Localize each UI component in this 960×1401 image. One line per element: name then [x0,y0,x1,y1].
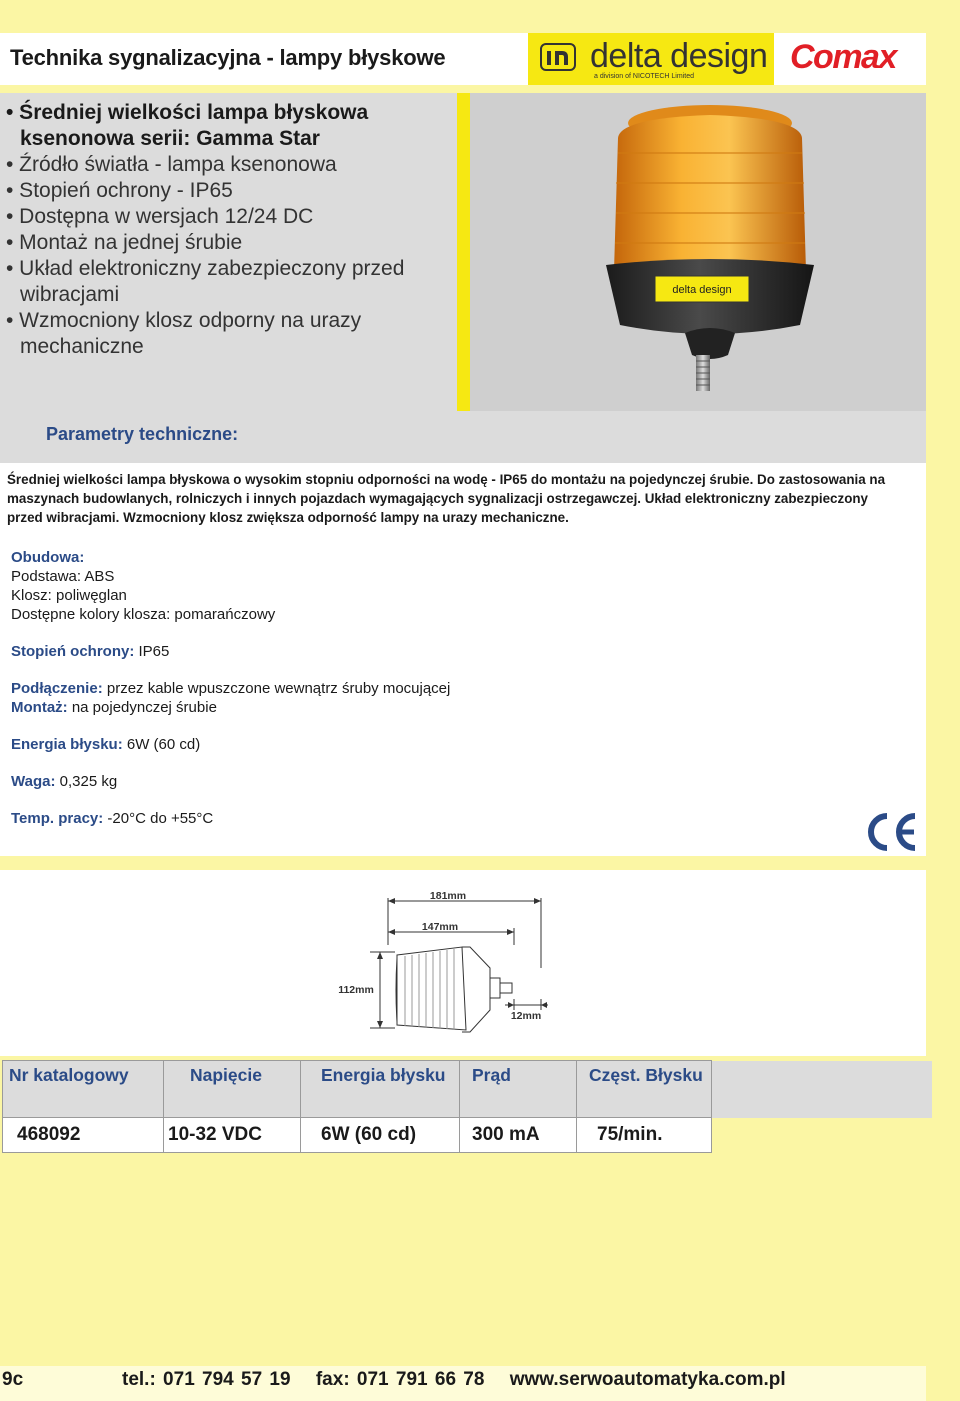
footer-contact [122,1369,804,1391]
dimension-height: 112mm [338,984,374,996]
footer-website-link[interactable]: www.serwoautomatyka.com.pl [509,1369,786,1390]
delta-design-logo-text: delta design [590,37,768,75]
table-header-row [3,1061,932,1118]
dimension-lens-width: 147mm [421,921,459,933]
description-text: Średniej wielkości lampa błyskowa o wysokim stopniu odporności na wodę - IP65 do montażu na pojedynczej śrubie. Do zastosowania na maszynach budowlanych, rolniczych i innych pojazdach wymagających sygnalizacji ostrzegawczej. Układ elektroniczny zabezpieczony przed wibracjami. Wzmocniony klosz zwiększa odporność lampy na urazy mechaniczne. [7,472,886,525]
table-cell-current: 300 mA [460,1118,577,1153]
spec-temperature-label: Temp. pracy: [11,810,104,827]
table-cell-frequency: 75/min. [577,1118,712,1153]
spec-energy-label: Energia błysku: [11,736,123,753]
dimension-drawing [0,870,926,1056]
table-row [3,1118,932,1153]
feature-item: • Montaż na jednej śrubie [6,231,243,254]
table-header-filler [712,1061,932,1118]
spec-mount-label: Montaż: [11,699,68,716]
spec-base: Podstawa: ABS [11,568,115,585]
dimension-drawing-panel [0,870,926,1056]
spec-temperature-value: -20°C do +55°C [103,810,214,827]
spec-temperature [11,809,213,828]
feature-item: • Układ elektroniczny zabezpieczony przed wibracjami [6,257,405,306]
comax-logo: Comax [790,38,896,76]
table-header-current: Prąd [460,1061,577,1118]
table-header-frequency: Częst. Błysku [577,1061,712,1118]
spec-connection-label: Podłączenie: [11,680,103,697]
footer-phone: tel.: 071 794 57 19 [122,1369,291,1390]
delta-design-logo-subtitle: a division of NICOTECH Limited [594,73,694,80]
table-header-catalog: Nr katalogowy [3,1061,164,1118]
page-number: 9c [2,1369,24,1390]
table-header-energy: Energia błysku [301,1061,460,1118]
feature-item: • Źródło światła - lampa ksenonowa [6,153,337,176]
table-cell-filler [712,1118,932,1153]
delta-design-logo [528,33,774,85]
table-cell-voltage: 10-32 VDC [164,1118,301,1153]
feature-list [6,100,456,360]
spec-connection-value: przez kable wpuszczone wewnątrz śruby mocującej [102,680,451,697]
table-cell-catalog: 468092 [3,1118,164,1153]
spec-weight-value: 0,325 kg [55,773,118,790]
feature-item: • Stopień ochrony - IP65 [6,179,233,202]
ce-mark-icon [866,810,918,854]
table-cell-energy: 6W (60 cd) [301,1118,460,1153]
feature-item: • Średniej wielkości lampa błyskowa ksenonowa serii: Gamma Star [6,101,369,150]
page-title: Technika sygnalizacyjna - lampy błyskowe [10,45,446,70]
accent-strip [457,93,470,411]
spec-protection [11,642,169,661]
spec-mount [11,698,217,717]
feature-item: • Dostępna w wersjach 12/24 DC [6,205,314,228]
feature-item: • Wzmocniony klosz odporny na urazy mechaniczne [6,309,362,358]
spec-weight-label: Waga: [11,773,56,790]
spec-table [2,1060,932,1153]
spec-weight [11,772,117,791]
table-header-voltage: Napięcie [164,1061,301,1118]
spec-colors: Dostępne kolory klosza: pomarańczowy [11,606,276,623]
spec-protection-label: Stopień ochrony: [11,643,135,660]
beacon-lamp-illustration [470,93,926,411]
spec-connection [11,679,450,698]
spec-energy-value: 6W (60 cd) [122,736,201,753]
spec-housing-heading: Obudowa: [11,549,85,566]
spec-protection-value: IP65 [134,643,170,660]
photo-label: delta design [672,284,732,296]
params-heading: Parametry techniczne: [46,424,239,444]
spec-mount-value: na pojedynczej śrubie [67,699,217,716]
spec-housing-label [11,548,84,567]
dimension-bolt: 12mm [510,1010,542,1022]
footer-fax: fax: 071 791 66 78 [315,1369,485,1390]
spec-energy [11,735,200,754]
dimension-total-width: 181mm [429,890,467,902]
product-photo [470,93,926,411]
spec-lens: Klosz: poliwęglan [11,587,127,604]
delta-design-logo-mark-icon [540,43,576,71]
